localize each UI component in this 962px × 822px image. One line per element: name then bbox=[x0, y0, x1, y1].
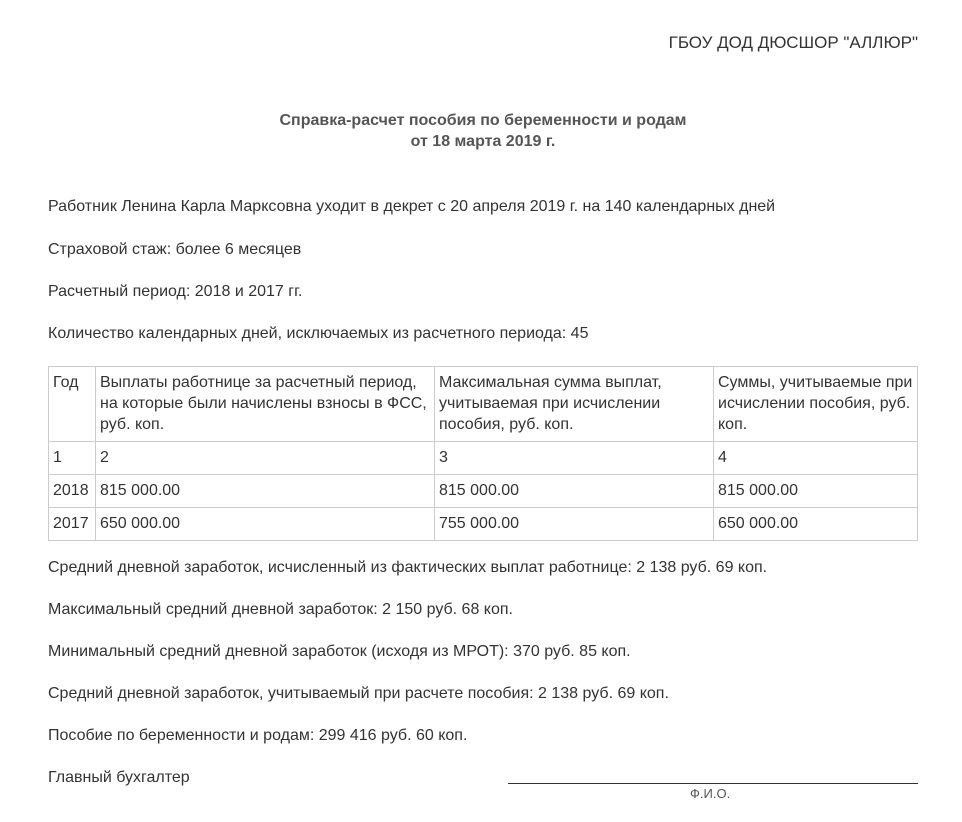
table-cell: 650 000.00 bbox=[96, 508, 435, 541]
table-cell: 815 000.00 bbox=[96, 475, 435, 508]
avg-daily-min: Минимальный средний дневной заработок (исходя из МРОТ): 370 руб. 85 коп. bbox=[48, 643, 631, 660]
table-cell: 650 000.00 bbox=[714, 508, 918, 541]
table-cell: 2017 bbox=[49, 508, 96, 541]
table-cell: 815 000.00 bbox=[714, 475, 918, 508]
insurance-experience: Страховой стаж: более 6 месяцев bbox=[48, 241, 302, 258]
header-max-sum: Максимальная сумма выплат, учитываемая при исчислении пособия, руб. коп. bbox=[435, 367, 714, 442]
table-cell: 4 bbox=[714, 442, 918, 475]
signature-line bbox=[508, 783, 918, 784]
table-cell: 1 bbox=[49, 442, 96, 475]
table-cell: 3 bbox=[435, 442, 714, 475]
header-payments: Выплаты работнице за расчетный период, на которые были начислены взносы в ФСС, руб. коп. bbox=[96, 367, 435, 442]
table-row bbox=[49, 475, 918, 508]
table-cell: 2018 bbox=[49, 475, 96, 508]
avg-daily-used: Средний дневной заработок, учитываемый при расчете пособия: 2 138 руб. 69 коп. bbox=[48, 685, 669, 702]
benefit-amount: Пособие по беременности и родам: 299 416 руб. 60 коп. bbox=[48, 727, 468, 744]
document-title bbox=[0, 110, 962, 152]
calculation-table bbox=[48, 366, 918, 541]
fio-caption: Ф.И.О. bbox=[690, 786, 731, 801]
calculation-period: Расчетный период: 2018 и 2017 гг. bbox=[48, 283, 303, 300]
header-counted-sum: Суммы, учитываемые при исчислении пособия, руб. коп. bbox=[714, 367, 918, 442]
title-line-2: от 18 марта 2019 г. bbox=[410, 133, 556, 150]
title-line-1: Справка-расчет пособия по беременности и родам bbox=[279, 112, 687, 129]
table-cell: 815 000.00 bbox=[435, 475, 714, 508]
excluded-days: Количество календарных дней, исключаемых из расчетного периода: 45 bbox=[48, 325, 589, 342]
avg-daily-max: Максимальный средний дневной заработок: 2 150 руб. 68 коп. bbox=[48, 601, 513, 618]
table-number-row bbox=[49, 442, 918, 475]
header-year: Год bbox=[49, 367, 96, 442]
table-header-row bbox=[49, 367, 918, 442]
table-cell: 2 bbox=[96, 442, 435, 475]
table-row bbox=[49, 508, 918, 541]
chief-accountant-label: Главный бухгалтер bbox=[48, 769, 190, 786]
table-cell: 755 000.00 bbox=[435, 508, 714, 541]
organization-name: ГБОУ ДОД ДЮСШОР "АЛЛЮР" bbox=[668, 33, 918, 52]
avg-daily-actual: Средний дневной заработок, исчисленный из фактических выплат работнице: 2 138 руб. 69 коп. bbox=[48, 559, 768, 576]
employee-info: Работник Ленина Карла Марксовна уходит в декрет с 20 апреля 2019 г. на 140 календарных дней bbox=[48, 198, 776, 215]
